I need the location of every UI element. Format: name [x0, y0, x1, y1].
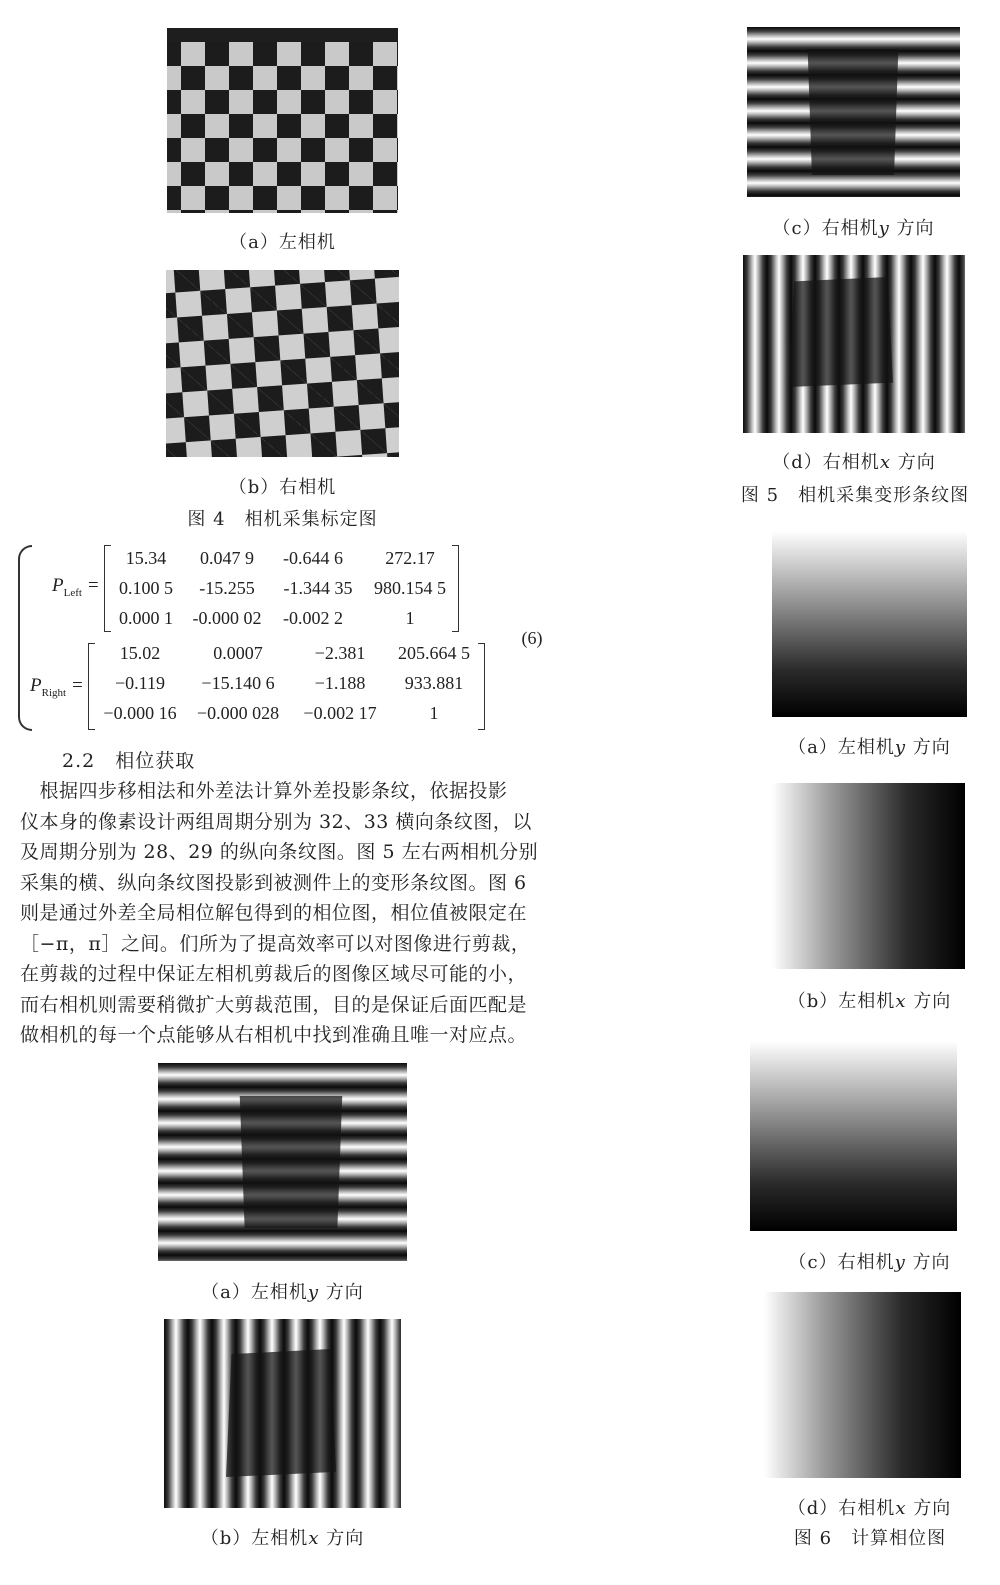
paragraph-line: 采集的横、纵向条纹图投影到被测件上的变形条纹图。图 6	[20, 871, 527, 894]
p-right-cell: 205.664 5	[398, 643, 470, 663]
paragraph-line: 及周期分别为 28、29 的纵向条纹图。图 5 左右两相机分别	[20, 841, 539, 863]
fig6c-caption: （c）右相机y 方向	[788, 1252, 951, 1273]
paragraph-line: 在剪裁的过程中保证左相机剪裁后的图像区域尽可能的小，	[20, 963, 528, 985]
p-left-cell: 1	[405, 608, 415, 628]
fig5a-caption: （a）左相机y 方向	[201, 1282, 364, 1303]
p-left-cell: -1.344 35	[283, 578, 353, 598]
p-left-cell: -0.644 6	[283, 548, 343, 568]
fig6d-caption: （d）右相机x 方向	[787, 1498, 952, 1519]
p-left-cell: 0.047 9	[200, 548, 254, 568]
paragraph-line: 根据四步移相法和外差法计算外差投影条纹，依据投影	[20, 780, 508, 802]
paragraph-line: 仪本身的像素设计两组周期分别为 32、33 横向条纹图，以	[20, 810, 532, 833]
p-right-cell: −0.119	[115, 673, 165, 693]
p-left-cell: -15.255	[199, 578, 255, 598]
p-left-cell: 15.34	[125, 548, 167, 568]
fig4b-caption: （b）右相机	[228, 477, 337, 498]
fig4-title: 图 4 相机采集标定图	[187, 509, 378, 530]
fig5-title: 图 5 相机采集变形条纹图	[740, 485, 970, 506]
p-left-cell: 0.000 1	[119, 608, 173, 628]
fig5d-caption: （d）右相机x 方向	[772, 452, 936, 473]
p-right-label: $P_{Right}$ =	[30, 675, 84, 699]
fig5c-caption: （c）右相机y 方向	[772, 218, 935, 239]
fig5b-vertical-fringe-image	[164, 1319, 401, 1508]
p-right-cell: −0.000 028	[196, 703, 280, 723]
paragraph-line: 则是通过外差全局相位解包得到的相位图，相位值被限定在	[20, 902, 528, 924]
fig6b-phase-map-image	[772, 783, 965, 969]
p-right-cell: 933.881	[404, 673, 464, 693]
section-paragraph	[20, 776, 550, 1051]
p-left-cell: 980.154 5	[374, 578, 446, 598]
fig5a-horizontal-fringe-image	[158, 1063, 407, 1261]
paragraph-line: 做相机的每一个点能够从右相机中找到准确且唯一对应点。	[20, 1024, 528, 1046]
fig5d-vertical-fringe-image	[743, 255, 965, 433]
fig6d-phase-map-image	[764, 1292, 961, 1478]
p-left-cell: 272.17	[385, 548, 435, 568]
fig4b-checkerboard-image	[166, 270, 399, 457]
p-right-cell: −2.381	[314, 643, 366, 663]
fig6a-caption: （a）左相机y 方向	[788, 737, 951, 758]
p-left-cell: -0.000 02	[192, 608, 262, 628]
p-left-label: $P_{Left}$ =	[52, 575, 100, 599]
p-left-cell: -0.002 2	[283, 608, 343, 628]
section-heading: 2.2 相位获取	[62, 750, 196, 772]
p-right-cell: −15.140 6	[201, 673, 275, 693]
fig6-title: 图 6 计算相位图	[793, 1528, 947, 1549]
equation-brace	[18, 545, 32, 731]
equation-number: (6)	[521, 628, 543, 648]
p-right-cell: 1	[429, 703, 439, 723]
p-right-cell: 0.0007	[213, 643, 263, 663]
fig6a-phase-map-image	[772, 531, 967, 717]
p-right-cell: −0.000 16	[103, 703, 177, 723]
paragraph-line: ［−π，π］之间。们所为了提高效率可以对图像进行剪裁，	[20, 932, 531, 955]
fig4a-caption: （a）左相机	[229, 232, 336, 253]
paragraph-line: 而右相机则需要稍微扩大剪裁范围，目的是保证后面匹配是	[20, 993, 528, 1016]
p-right-cell: 15.02	[119, 643, 161, 663]
fig6b-caption: （b）左相机x 方向	[787, 991, 952, 1012]
p-left-cell: 0.100 5	[119, 578, 173, 598]
fig5c-horizontal-fringe-image	[747, 27, 960, 197]
p-right-cell: −1.188	[314, 673, 366, 693]
fig6c-phase-map-image	[750, 1041, 957, 1231]
p-right-cell: −0.002 17	[303, 703, 377, 723]
fig5b-caption: （b）左相机x 方向	[200, 1528, 365, 1549]
fig4a-checkerboard-image	[167, 28, 398, 213]
